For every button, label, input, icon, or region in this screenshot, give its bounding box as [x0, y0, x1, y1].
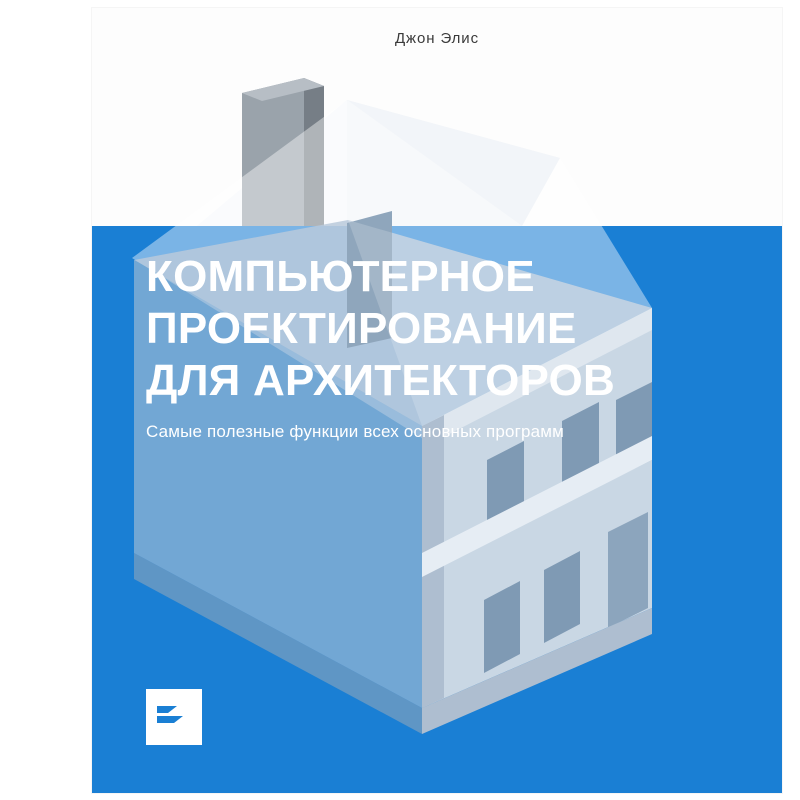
- title-line-2: ПРОЕКТИРОВАНИЕ: [146, 304, 577, 353]
- piter-logo-icon: [155, 702, 193, 732]
- title-block: [146, 251, 746, 443]
- author-name: Джон Элис: [394, 30, 479, 47]
- publisher-logo: [146, 689, 202, 745]
- subtitle: Самые полезные функции всех основных программ: [146, 422, 564, 441]
- title-line-1: КОМПЬЮТЕРНОЕ: [146, 252, 535, 301]
- book-cover: [92, 8, 782, 793]
- title-line-3: ДЛЯ АРХИТЕКТОРОВ: [146, 356, 615, 405]
- door-arched: [608, 512, 648, 628]
